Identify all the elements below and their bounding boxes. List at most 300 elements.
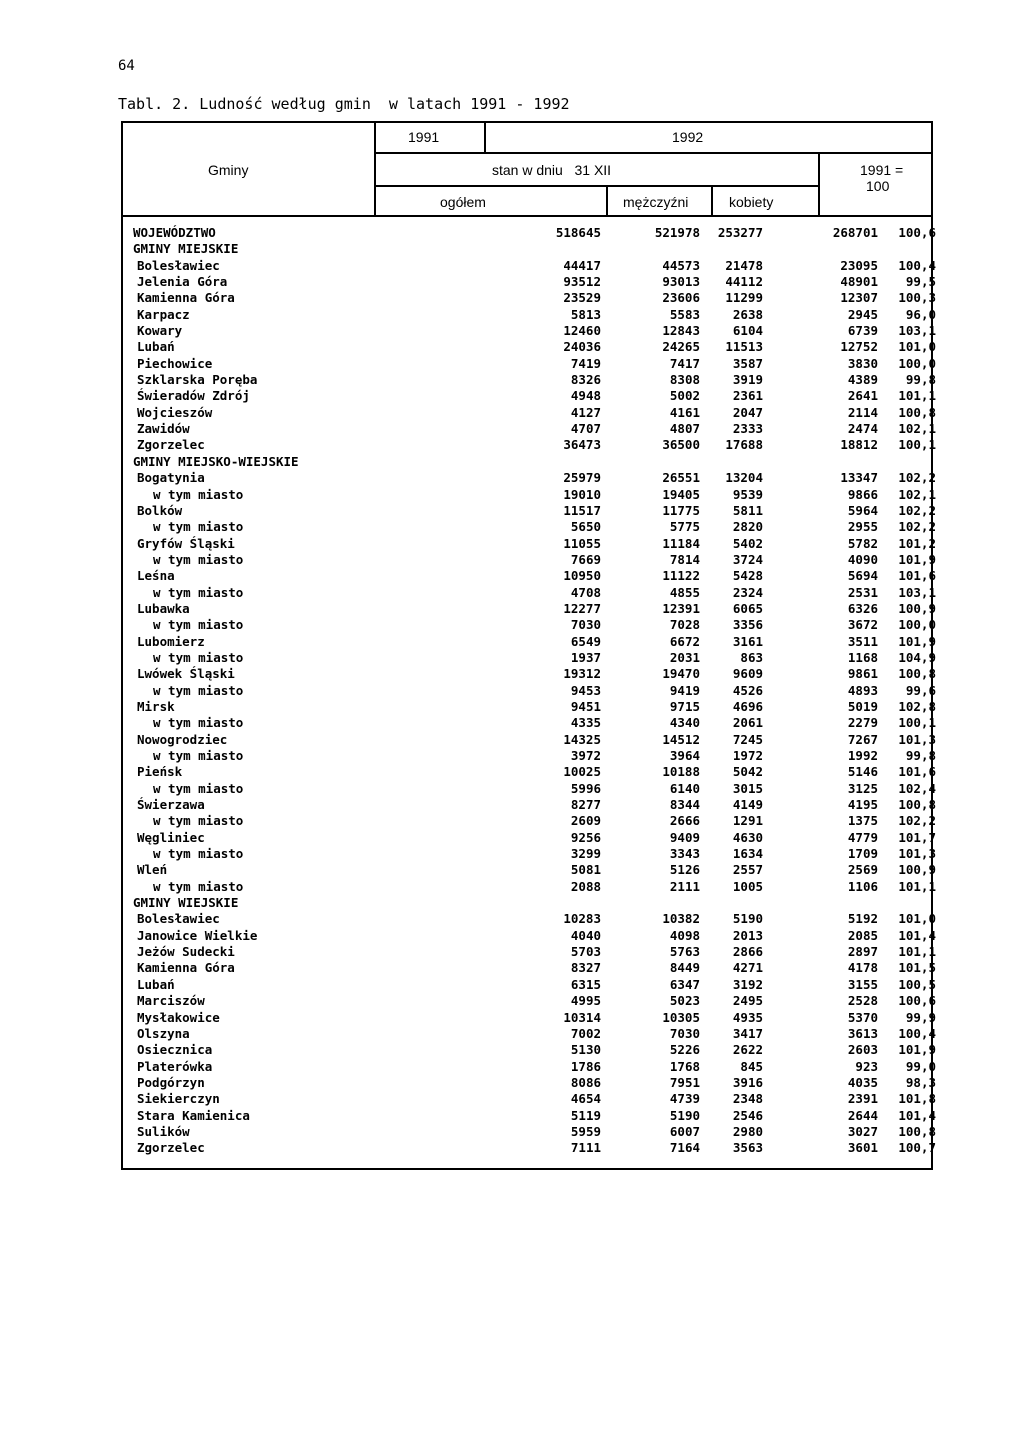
header-index-bottom: 100 — [866, 178, 890, 194]
value-index: 100,1 — [898, 437, 936, 453]
value-index: 100,6 — [898, 993, 936, 1009]
gmina-name: Wleń — [137, 862, 168, 878]
value-1992-women: 3125 — [847, 780, 878, 796]
table-row — [133, 862, 936, 878]
value-index: 100,9 — [898, 600, 936, 616]
value-1992-total: 24265 — [662, 339, 700, 355]
gmina-name: Bolesławiec — [137, 257, 220, 273]
value-1991-total: 4948 — [570, 388, 601, 404]
table-row — [133, 1025, 936, 1042]
value-1992-men: 2820 — [732, 519, 763, 535]
value-1991-total: 5813 — [570, 306, 601, 322]
table-row — [133, 1123, 936, 1140]
gmina-name: Nowogrodziec — [137, 731, 228, 747]
gmina-name: Janowice Wielkie — [137, 927, 258, 943]
value-1992-total: 6007 — [669, 1123, 700, 1139]
value-index: 103,1 — [898, 323, 936, 339]
value-1992-total: 4855 — [669, 584, 700, 600]
value-index: 100,8 — [898, 797, 936, 813]
value-index: 104,9 — [898, 649, 936, 665]
value-1992-women: 1168 — [847, 649, 878, 665]
table-row — [133, 1074, 936, 1091]
header-rule-sub-top — [374, 185, 818, 187]
value-1991-total: 1786 — [570, 1058, 601, 1074]
value-index: 101,7 — [898, 829, 936, 845]
value-1992-women: 2085 — [847, 927, 878, 943]
value-1992-women: 3672 — [847, 617, 878, 633]
value-1992-men: 5811 — [732, 502, 763, 518]
header-vrule-1991 — [484, 121, 486, 154]
value-1992-total: 2031 — [669, 649, 700, 665]
value-1992-men: 3563 — [732, 1140, 763, 1156]
value-1992-total: 3343 — [669, 846, 700, 862]
value-1991-total: 4040 — [570, 927, 601, 943]
value-1991-total: 11055 — [563, 535, 601, 551]
value-1992-men: 3417 — [732, 1025, 763, 1041]
value-1991-total: 5996 — [570, 780, 601, 796]
gmina-name: Zgorzelec — [137, 1140, 205, 1156]
value-1992-women: 2644 — [847, 1107, 878, 1123]
value-1992-total: 3964 — [669, 748, 700, 763]
table-row — [133, 1042, 936, 1058]
gmina-name: Gryfów Śląski — [137, 535, 235, 551]
value-1991-total: 24036 — [563, 339, 601, 355]
table-row — [133, 911, 936, 927]
table-row — [133, 568, 936, 584]
value-1992-women: 3027 — [847, 1123, 878, 1139]
value-1992-women: 3830 — [847, 355, 878, 371]
value-index: 99,9 — [905, 1009, 936, 1025]
value-1992-men: 4526 — [732, 682, 763, 698]
header-ogolem: ogółem — [440, 194, 486, 210]
value-1992-men: 5190 — [732, 911, 763, 927]
value-1991-total: 4708 — [570, 584, 601, 600]
value-index: 102,4 — [898, 780, 936, 796]
gmina-name: w tym miasto — [153, 715, 244, 731]
value-1992-men: 1005 — [732, 878, 763, 894]
value-1992-total: 1768 — [669, 1058, 700, 1074]
value-1992-men: 253277 — [717, 225, 763, 240]
value-1992-men: 5042 — [732, 764, 763, 780]
value-1992-total: 6672 — [669, 633, 700, 649]
gmina-name: Siekierczyn — [137, 1091, 220, 1107]
value-index: 101,1 — [898, 388, 936, 404]
value-1992-women: 2279 — [847, 715, 878, 731]
value-1992-total: 11775 — [662, 502, 700, 518]
value-1991-total: 44417 — [563, 257, 601, 273]
value-1992-men: 863 — [740, 649, 763, 665]
header-vrule-index — [818, 152, 820, 217]
value-index: 100,8 — [898, 1123, 936, 1139]
value-1991-total: 5703 — [570, 944, 601, 960]
section-label: GMINY MIEJSKO-WIEJSKIE — [133, 453, 299, 469]
value-1992-women: 2528 — [847, 993, 878, 1009]
table-row — [133, 666, 936, 682]
value-index: 101,4 — [898, 927, 936, 943]
value-index: 100,4 — [898, 257, 936, 273]
gmina-name: Sulików — [137, 1123, 190, 1139]
value-1992-women: 3601 — [847, 1140, 878, 1156]
value-1992-total: 19405 — [662, 486, 700, 502]
value-index: 99,8 — [905, 748, 936, 763]
value-1992-men: 2622 — [732, 1042, 763, 1058]
gmina-name: Platerówka — [137, 1058, 213, 1074]
table-row — [133, 257, 936, 274]
table-row — [133, 551, 936, 568]
gmina-name: Karpacz — [137, 306, 190, 322]
value-1991-total: 3299 — [570, 846, 601, 862]
value-1992-women: 6326 — [847, 600, 878, 616]
gmina-name: w tym miasto — [153, 551, 244, 567]
value-1992-total: 6140 — [669, 780, 700, 796]
value-1991-total: 4654 — [570, 1091, 601, 1107]
value-1991-total: 19312 — [563, 666, 601, 682]
table-row — [133, 797, 936, 813]
value-1992-total: 5002 — [669, 388, 700, 404]
value-1992-women: 5192 — [847, 911, 878, 927]
table-row — [133, 404, 936, 421]
value-1992-men: 1291 — [732, 813, 763, 829]
value-1992-total: 93013 — [662, 274, 700, 290]
gmina-name: Zawidów — [137, 421, 190, 437]
value-index: 101,5 — [898, 960, 936, 976]
value-1992-women: 1992 — [847, 748, 878, 763]
value-1992-men: 2348 — [732, 1091, 763, 1107]
value-1992-men: 1634 — [732, 846, 763, 862]
value-1992-men: 2557 — [732, 862, 763, 878]
value-index: 102,8 — [898, 698, 936, 714]
value-index: 101,0 — [898, 911, 936, 927]
header-1991: 1991 — [408, 129, 440, 145]
value-1992-men: 4630 — [732, 829, 763, 845]
value-index: 99,0 — [905, 1058, 936, 1074]
value-1992-total: 5583 — [669, 306, 700, 322]
value-index: 102,2 — [898, 519, 936, 535]
value-1991-total: 518645 — [555, 225, 601, 240]
value-1991-total: 9256 — [570, 829, 601, 845]
value-index: 100,0 — [898, 617, 936, 633]
gmina-name: Bogatynia — [137, 470, 205, 486]
value-1991-total: 10314 — [563, 1009, 601, 1025]
value-1992-total: 4807 — [669, 421, 700, 437]
value-1992-men: 2638 — [732, 306, 763, 322]
table-row — [133, 323, 936, 339]
gmina-name: Kowary — [137, 323, 183, 339]
gmina-name: Marciszów — [137, 993, 205, 1009]
header-mezczyzni: mężczyźni — [623, 194, 689, 210]
value-index: 101,4 — [898, 1107, 936, 1123]
value-1992-women: 3613 — [847, 1025, 878, 1041]
gmina-name: Osiecznica — [137, 1042, 213, 1058]
gmina-name: Lubań — [137, 339, 175, 355]
value-1992-women: 2955 — [847, 519, 878, 535]
value-1992-total: 8308 — [669, 372, 700, 388]
value-1992-women: 4090 — [847, 551, 878, 567]
value-1992-women: 4035 — [847, 1074, 878, 1090]
value-index: 102,2 — [898, 470, 936, 486]
gmina-name: w tym miasto — [153, 486, 244, 502]
gmina-name: Pieńsk — [137, 764, 183, 780]
value-1992-women: 18812 — [840, 437, 878, 453]
gmina-name: Mirsk — [137, 698, 175, 714]
value-1992-women: 2474 — [847, 421, 878, 437]
value-1991-total: 8277 — [570, 797, 601, 813]
value-index: 102,2 — [898, 502, 936, 518]
gmina-name: Mysłakowice — [137, 1009, 220, 1025]
value-1991-total: 7111 — [570, 1140, 601, 1156]
section-label: GMINY MIEJSKIE — [133, 241, 239, 257]
value-1992-total: 14512 — [662, 731, 700, 747]
value-1992-men: 3356 — [732, 617, 763, 633]
value-1992-women: 2531 — [847, 584, 878, 600]
gmina-name: Stara Kamienica — [137, 1107, 250, 1123]
table-row — [133, 813, 936, 829]
value-1991-total: 12460 — [563, 323, 601, 339]
value-1992-men: 5428 — [732, 568, 763, 584]
value-1992-women: 23095 — [840, 257, 878, 273]
table-row — [133, 1009, 936, 1026]
value-1992-total: 6347 — [669, 976, 700, 992]
table-row — [133, 682, 936, 699]
value-1992-total: 5190 — [669, 1107, 700, 1123]
value-1991-total: 11517 — [563, 502, 601, 518]
value-1991-total: 5959 — [570, 1123, 601, 1139]
value-1992-total: 7417 — [669, 355, 700, 371]
value-1992-men: 11513 — [725, 339, 763, 355]
table-row — [133, 306, 936, 323]
table-row — [133, 1058, 936, 1075]
value-1992-women: 4195 — [847, 797, 878, 813]
value-1992-men: 6065 — [732, 600, 763, 616]
value-1991-total: 7669 — [570, 551, 601, 567]
value-1992-women: 12307 — [840, 290, 878, 306]
value-1992-women: 3511 — [847, 633, 878, 649]
gmina-name: Lubomierz — [137, 633, 205, 649]
value-index: 99,8 — [905, 372, 936, 388]
value-1992-men: 3919 — [732, 372, 763, 388]
value-1991-total: 8326 — [570, 372, 601, 388]
value-1992-men: 2361 — [732, 388, 763, 404]
header-index-top: 1991 = — [860, 162, 904, 178]
value-index: 100,8 — [898, 404, 936, 420]
table-row — [133, 535, 936, 552]
value-index: 101,9 — [898, 633, 936, 649]
gmina-name: Szklarska Poręba — [137, 372, 258, 388]
value-1992-total: 44573 — [662, 257, 700, 273]
value-1991-total: 4335 — [570, 715, 601, 731]
table-row — [133, 600, 936, 617]
value-index: 102,1 — [898, 486, 936, 502]
table-row — [133, 698, 936, 715]
gmina-name: Bolesławiec — [137, 911, 220, 927]
value-1992-men: 3192 — [732, 976, 763, 992]
page-number: 64 — [118, 58, 135, 74]
value-index: 101,6 — [898, 764, 936, 780]
value-1992-women: 12752 — [840, 339, 878, 355]
gmina-name: Świeradów Zdrój — [137, 388, 250, 404]
value-1992-men: 2546 — [732, 1107, 763, 1123]
value-1992-total: 5126 — [669, 862, 700, 878]
value-1992-total: 7164 — [669, 1140, 700, 1156]
value-1992-total: 19470 — [662, 666, 700, 682]
value-index: 99,5 — [905, 274, 936, 290]
gmina-name: Leśna — [137, 568, 175, 584]
value-1992-total: 4739 — [669, 1091, 700, 1107]
header-rule-stan-top — [374, 152, 933, 154]
value-1992-men: 1972 — [732, 748, 763, 763]
section-row — [133, 895, 923, 911]
value-1992-women: 5694 — [847, 568, 878, 584]
value-1991-total: 8086 — [570, 1074, 601, 1090]
value-1992-total: 5023 — [669, 993, 700, 1009]
value-1992-total: 8449 — [669, 960, 700, 976]
value-1992-men: 2013 — [732, 927, 763, 943]
gmina-name: Świerzawa — [137, 797, 205, 813]
gmina-name: Podgórzyn — [137, 1074, 205, 1090]
header-stan: stan w dniu 31 XII — [492, 162, 612, 178]
value-index: 101,2 — [898, 535, 936, 551]
gmina-name: w tym miasto — [153, 649, 244, 665]
table-row — [133, 339, 936, 355]
table-row — [133, 1140, 936, 1156]
value-1992-men: 17688 — [725, 437, 763, 453]
table-row — [133, 829, 936, 846]
value-1992-women: 923 — [855, 1058, 878, 1074]
value-1992-men: 4696 — [732, 698, 763, 714]
table-row — [133, 878, 936, 895]
header-vrule-men — [606, 185, 608, 217]
value-1992-total: 12391 — [662, 600, 700, 616]
value-1992-total: 4161 — [669, 404, 700, 420]
value-1991-total: 10950 — [563, 568, 601, 584]
table-row — [133, 274, 936, 290]
value-index: 100,9 — [898, 862, 936, 878]
value-1991-total: 7030 — [570, 617, 601, 633]
table-row — [133, 1091, 936, 1107]
value-1992-men: 7245 — [732, 731, 763, 747]
table-row — [133, 993, 936, 1009]
value-1991-total: 1937 — [570, 649, 601, 665]
value-1992-women: 7267 — [847, 731, 878, 747]
value-1992-women: 4389 — [847, 372, 878, 388]
value-1992-men: 4149 — [732, 797, 763, 813]
value-1992-total: 7028 — [669, 617, 700, 633]
value-1992-total: 23606 — [662, 290, 700, 306]
value-1992-total: 4098 — [669, 927, 700, 943]
gmina-name: w tym miasto — [153, 780, 244, 796]
value-index: 101,9 — [898, 1042, 936, 1058]
value-1992-total: 26551 — [662, 470, 700, 486]
value-1992-total: 7951 — [669, 1074, 700, 1090]
value-1992-women: 2897 — [847, 944, 878, 960]
header-1992: 1992 — [672, 129, 704, 145]
value-1992-women: 5146 — [847, 764, 878, 780]
table-row — [133, 846, 936, 862]
value-index: 100,3 — [898, 290, 936, 306]
value-index: 102,2 — [898, 813, 936, 829]
value-1992-men: 13204 — [725, 470, 763, 486]
value-1992-total: 521978 — [654, 225, 700, 240]
gmina-name: w tym miasto — [153, 846, 244, 862]
value-1992-total: 9715 — [669, 698, 700, 714]
value-1992-women: 9866 — [847, 486, 878, 502]
value-1992-total: 2111 — [669, 878, 700, 894]
table-row — [133, 944, 936, 960]
value-1992-women: 13347 — [840, 470, 878, 486]
value-1991-total: 93512 — [563, 274, 601, 290]
value-1991-total: 4707 — [570, 421, 601, 437]
header-vrule-women — [711, 185, 713, 217]
value-1991-total: 6549 — [570, 633, 601, 649]
gmina-name: Wojcieszów — [137, 404, 213, 420]
value-index: 100,4 — [898, 1025, 936, 1041]
value-1991-total: 10025 — [563, 764, 601, 780]
table-row — [133, 976, 936, 993]
value-index: 102,1 — [898, 421, 936, 437]
value-index: 101,0 — [898, 339, 936, 355]
value-1992-men: 4271 — [732, 960, 763, 976]
value-index: 101,6 — [898, 568, 936, 584]
value-index: 101,9 — [898, 551, 936, 567]
value-1991-total: 5650 — [570, 519, 601, 535]
table-row — [133, 388, 936, 404]
header-vrule-left — [374, 121, 376, 217]
value-1992-women: 4178 — [847, 960, 878, 976]
gmina-name: Lwówek Śląski — [137, 666, 235, 682]
gmina-name: w tym miasto — [153, 519, 244, 535]
value-1991-total: 14325 — [563, 731, 601, 747]
value-1992-men: 2061 — [732, 715, 763, 731]
value-1992-total: 36500 — [662, 437, 700, 453]
gmina-name: Kamienna Góra — [137, 290, 235, 306]
value-1992-total: 12843 — [662, 323, 700, 339]
section-label: GMINY WIEJSKIE — [133, 895, 239, 911]
value-1992-total: 11184 — [662, 535, 700, 551]
gmina-name: Bolków — [137, 502, 183, 518]
value-1992-women: 2114 — [847, 404, 878, 420]
value-1992-women: 1375 — [847, 813, 878, 829]
value-1992-women: 5782 — [847, 535, 878, 551]
value-index: 98,3 — [905, 1074, 936, 1090]
value-1992-total: 5763 — [669, 944, 700, 960]
value-1991-total: 10283 — [563, 911, 601, 927]
table-row — [133, 731, 936, 748]
table-row — [133, 584, 936, 601]
value-1991-total: 5119 — [570, 1107, 601, 1123]
section-row — [133, 454, 923, 470]
header-rule-body-top — [121, 215, 933, 217]
value-1992-women: 6739 — [847, 323, 878, 339]
table-row — [133, 780, 936, 797]
value-1991-total: 4995 — [570, 993, 601, 1009]
table-row — [133, 290, 936, 306]
value-1992-women: 48901 — [840, 274, 878, 290]
gmina-name: Kamienna Góra — [137, 960, 235, 976]
value-1992-men: 3015 — [732, 780, 763, 796]
value-1992-total: 10382 — [662, 911, 700, 927]
gmina-name: Węgliniec — [137, 829, 205, 845]
value-1992-men: 9539 — [732, 486, 763, 502]
gmina-name: w tym miasto — [153, 584, 244, 600]
value-1992-total: 2666 — [669, 813, 700, 829]
value-index: 101,3 — [898, 846, 936, 862]
value-1991-total: 19010 — [563, 486, 601, 502]
section-row — [133, 225, 936, 241]
value-1992-women: 268701 — [832, 225, 878, 240]
table-body — [133, 225, 936, 1157]
value-1992-total: 5226 — [669, 1042, 700, 1058]
gmina-name: w tym miasto — [153, 617, 244, 633]
